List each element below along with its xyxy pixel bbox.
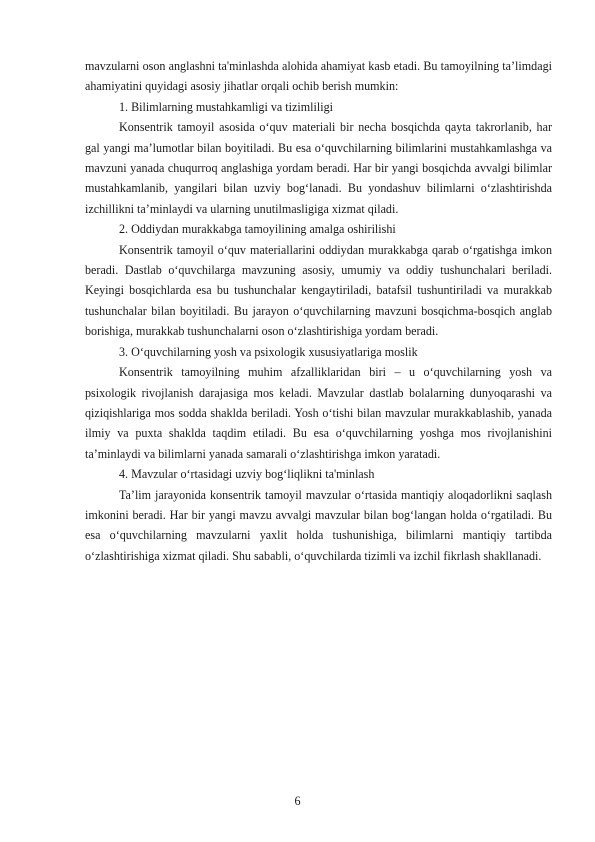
- section-heading-3: 3. O‘quvchilarning yosh va psixologik xususiyatlariga moslik: [119, 344, 418, 359]
- document-page: [85, 56, 552, 566]
- section-heading-4: 4. Mavzular o‘rtasidagi uzviy bog‘liqlikni ta'minlash: [119, 467, 375, 482]
- section-body-3: Konsentrik tamoyilning muhim afzalliklaridan biri – u o‘quvchilarning yosh va psixologik rivojlanish darajasiga mos keladi. Mavzular dastlab bolalarning dunyoqarashi va qiziqishlariga mos sodda shaklda beriladi. Yosh o‘tishi bilan mavzular murakkablashib, yanada ilmiy va puxta shaklda taqdim etiladi. Bu esa o‘quvchilarning yoshga mos rivojlanishini ta’minlaydi va bilimlarni yanada samarali o‘zlashtirishga imkon yaratadi.: [85, 365, 552, 461]
- intro-paragraph: mavzularni oson anglashni ta'minlashda alohida ahamiyat kasb etadi. Bu tamoyilning ta’limdagi ahamiyatini quyidagi asosiy jihatlar orqali ochib berish mumkin:: [85, 59, 552, 94]
- section-heading-2: 2. Oddiydan murakkabga tamoyilining amalga oshirilishi: [119, 222, 396, 237]
- page-number: 6: [294, 794, 301, 808]
- section-body-2: Konsentrik tamoyil o‘quv materiallarini oddiydan murakkabga qarab o‘rgatishga imkon beradi. Dastlab o‘quvchilarga mavzuning asosiy, umumiy va oddiy tushunchalari beriladi. Keyingi bosqichlarda esa bu tushunchalar kengaytiriladi, batafsil tushuntiriladi va murakkab tushunchalar bilan boyitiladi. Bu jarayon o‘quvchilarning mavzuni bosqichma-bosqich anglab borishiga, murakkab tushunchalarni oson o‘zlashtirishiga yordam beradi.: [85, 242, 552, 339]
- section-heading-1: 1. Bilimlarning mustahkamligi va tizimliligi: [119, 99, 333, 114]
- section-body-1: Konsentrik tamoyil asosida o‘quv materiali bir necha bosqichda qayta takrorlanib, har gal yangi ma’lumotlar bilan boyitiladi. Bu esa o‘quvchilarning bilimlarini mustahkamlashga va mavzuni yanada chuqurroq anglashiga yordam beradi. Har bir yangi bosqichda avvalgi bilimlar mustahkamlanib, yangilari bilan uzviy bog‘lanadi. Bu yondashuv bilimlarni o‘zlashtirishda izchillikni ta’minlaydi va ularning unutilmasligiga xizmat qiladi.: [85, 120, 552, 216]
- section-body-4: Ta’lim jarayonida konsentrik tamoyil mavzular o‘rtasida mantiqiy aloqadorlikni saqlash imkonini beradi. Har bir yangi mavzu avvalgi mavzular bilan bog‘langan holda o‘rgatiladi. Bu esa o‘quvchilarning mavzularni yaxlit holda tushunishiga, bilimlarni mantiqiy tartibda o‘zlashtirishiga xizmat qiladi. Shu sababli, o‘quvchilarda tizimli va izchil fikrlash shakllanadi.: [85, 487, 552, 563]
